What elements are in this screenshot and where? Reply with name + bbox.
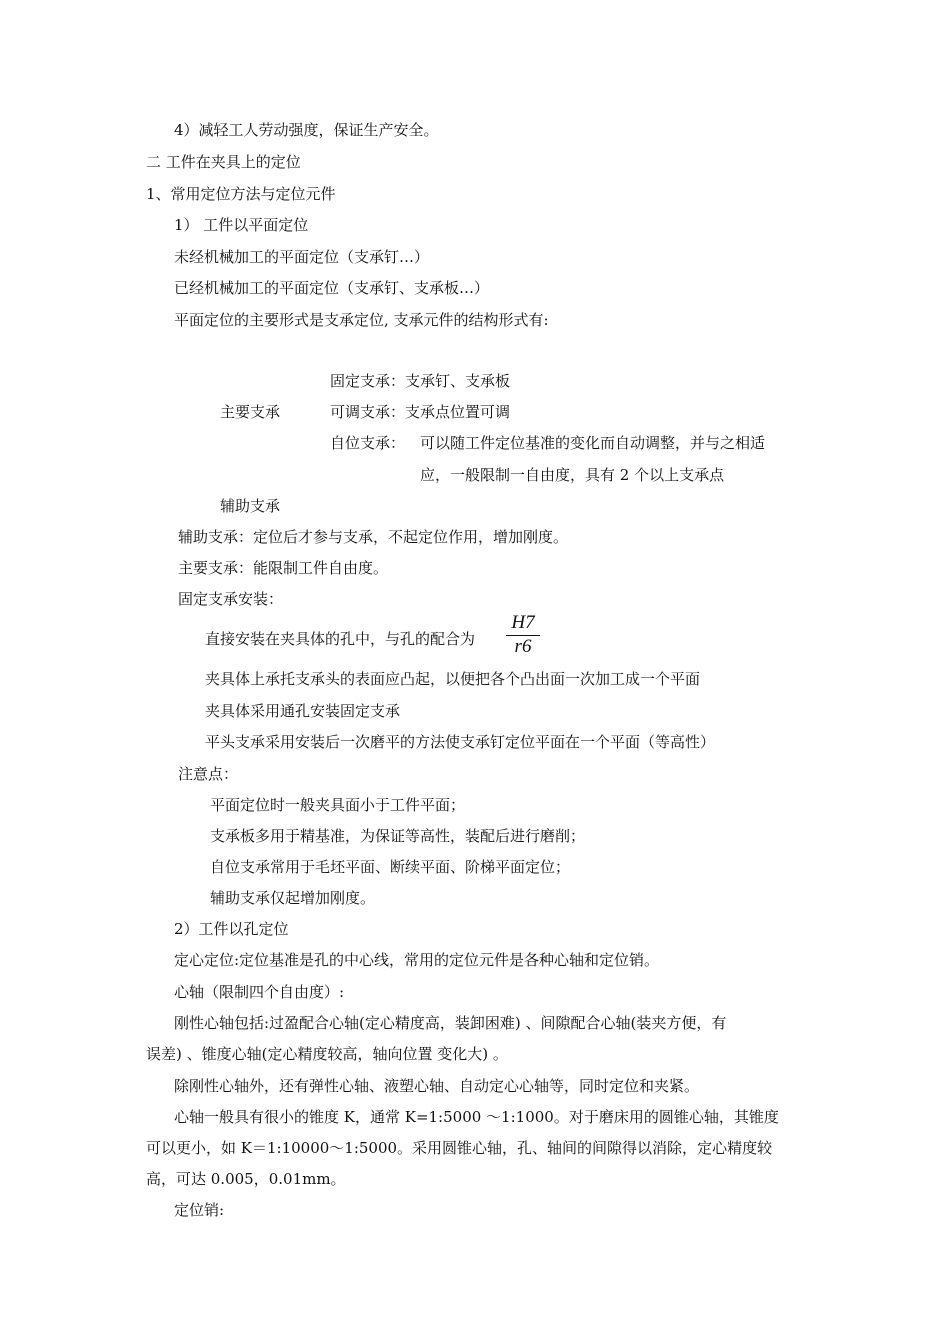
- text-line: 应，一般限制一自由度，具有 2 个以上支承点: [420, 466, 725, 484]
- text-line: 支承板多用于精基准，为保证等高性，装配后进行磨削；: [210, 827, 586, 845]
- fit-numerator: H7: [511, 612, 535, 633]
- text-line: 定位销:: [174, 1201, 225, 1219]
- text-line: 辅助支承：定位后才参与支承，不起定位作用，增加刚度。: [178, 528, 569, 546]
- support-type-fixed: 固定支承：支承钉、支承板: [330, 372, 511, 390]
- text-line: 辅助支承仅起增加刚度。: [210, 889, 376, 907]
- section-heading: 二 工件在夹具上的定位: [146, 153, 301, 171]
- fit-fraction: [506, 612, 540, 658]
- text-line: 夹具体采用通孔安装固定支承: [205, 702, 401, 720]
- text-line: 可以随工件定位基准的变化而自动调整，并与之相适: [420, 434, 766, 452]
- text-line: 平面定位的主要形式是支承定位, 支承元件的结构形式有:: [174, 311, 549, 329]
- support-type-adjustable: 可调支承：支承点位置可调: [330, 403, 511, 421]
- text-line: 注意点：: [178, 765, 239, 783]
- text-line: 误差) 、锥度心轴(定心精度较高，轴向位置 变化大) 。: [146, 1045, 508, 1063]
- subsection-heading: 2）工件以孔定位: [174, 920, 289, 938]
- text-line: 高，可达 0.005，0.01mm。: [146, 1170, 346, 1188]
- subsection-heading: 1、常用定位方法与定位元件: [146, 185, 336, 203]
- text-line: 可以更小，如 K＝1:10000～1:5000。采用圆锥心轴，孔、轴间的间隙得以消除，定心精度较: [146, 1139, 773, 1157]
- text-line: 平头支承采用安装后一次磨平的方法使支承钉定位平面在一个平面（等高性）: [205, 733, 716, 751]
- subsection-heading: 1） 工件以平面定位: [174, 216, 309, 234]
- support-category-main: 主要支承: [220, 403, 281, 421]
- text-line: 心轴（限制四个自由度）:: [174, 983, 345, 1001]
- text-line: 4）减轻工人劳动强度，保证生产安全。: [174, 121, 439, 139]
- text-line: 直接安装在夹具体的孔中，与孔的配合为: [205, 630, 476, 648]
- support-type-self-aligning: 自位支承：: [330, 434, 406, 452]
- text-line: 自位支承常用于毛坯平面、断续平面、阶梯平面定位；: [210, 858, 571, 876]
- text-line: 除刚性心轴外，还有弹性心轴、液塑心轴、自动定心心轴等，同时定位和夹紧。: [174, 1077, 700, 1095]
- text-line: 固定支承安装：: [178, 590, 284, 608]
- text-line: 已经机械加工的平面定位（支承钉、支承板…）: [174, 279, 490, 297]
- text-line: 夹具体上承托支承头的表面应凸起，以便把各个凸出面一次加工成一个平面: [205, 670, 701, 688]
- text-line: 平面定位时一般夹具面小于工件平面；: [210, 796, 466, 814]
- text-line: 刚性心轴包括:过盈配合心轴(定心精度高，装卸困难) 、间隙配合心轴(装夹方便，有: [174, 1014, 727, 1032]
- text-line: 定心定位:定位基准是孔的中心线，常用的定位元件是各种心轴和定位销。: [174, 951, 660, 969]
- support-category-auxiliary: 辅助支承: [220, 497, 281, 515]
- text-line: 主要支承：能限制工件自由度。: [178, 559, 389, 577]
- fit-denominator: r6: [514, 636, 532, 657]
- text-line: 心轴一般具有很小的锥度 K，通常 K=1:5000 ～1:1000。对于磨床用的圆锥心轴，其锥度: [174, 1108, 779, 1126]
- text-line: 未经机械加工的平面定位（支承钉…）: [174, 248, 430, 266]
